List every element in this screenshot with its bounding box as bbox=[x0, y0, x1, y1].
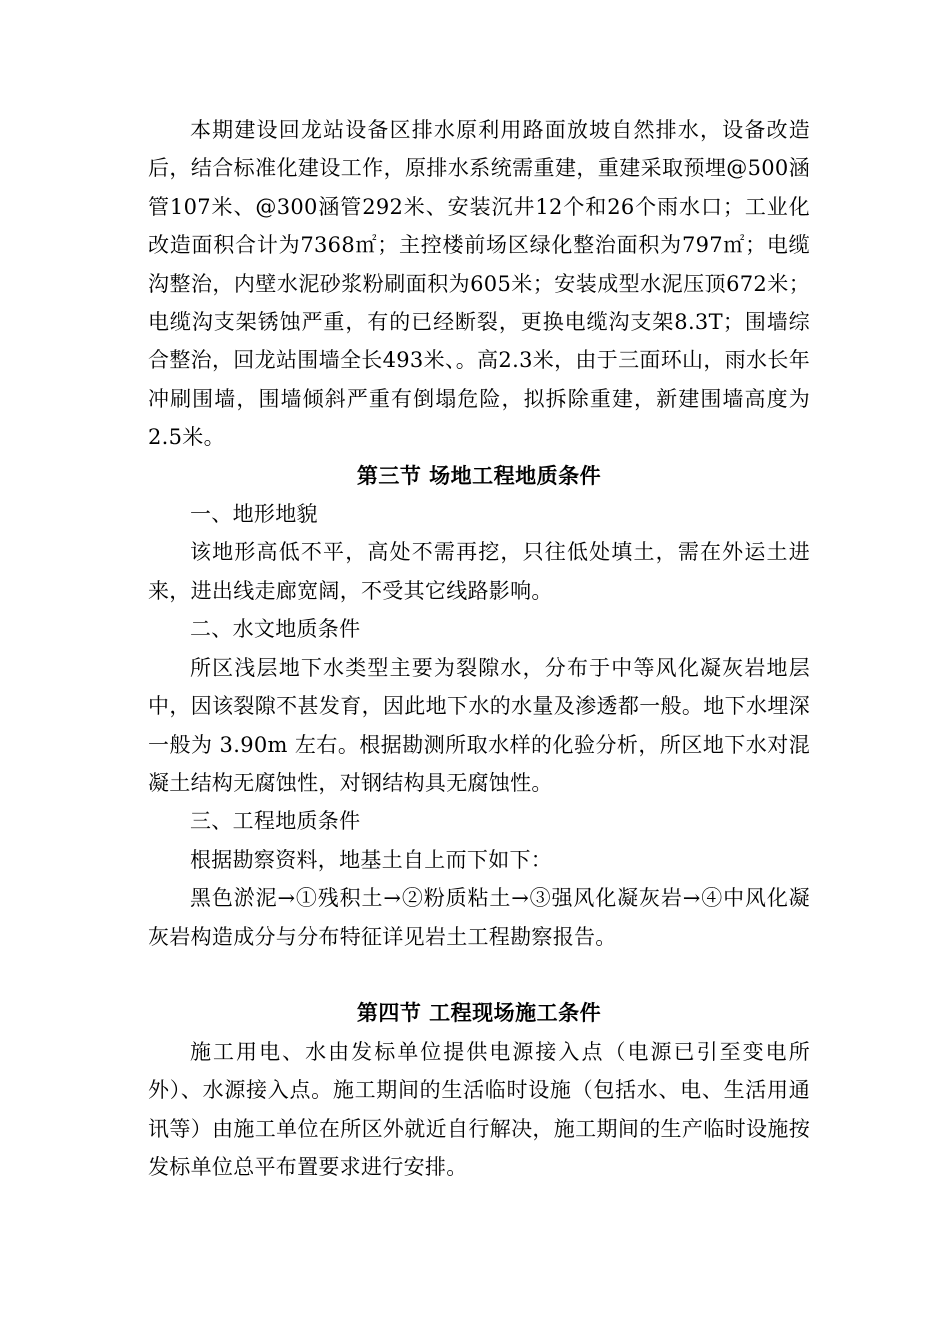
subsection-1-text: 该地形高低不平，高处不需再挖，只往低处填土，需在外运土进来，进出线走廊宽阔，不受其它线路影响。 bbox=[148, 540, 810, 603]
drainage-paragraph: 本期建设回龙站设备区排水原利用路面放坡自然排水，设备改造后，结合标准化建设工作，原排水系统需重建，重建采取预埋@500涵管107米、@300涵管292米、安装沉井12个和26个雨水口；工业化改造面积合计为7368㎡；主控楼前场区绿化整治面积为797㎡；电缆沟整治，内壁水泥砂浆粉刷面积为605米；安装成型水泥压顶672米；电缆沟支架锈蚀严重，有的已经断裂，更换电缆沟支架8.3T；围墙综合整治，回龙站围墙全长493米、。高2.3米，由于三面环山，雨水长年冲刷围墙，围墙倾斜严重有倒塌危险，拟拆除重建，新建围墙高度为2.5米。 bbox=[148, 118, 810, 450]
section-3-title: 第三节 场地工程地质条件 bbox=[356, 462, 602, 488]
blank-line bbox=[148, 956, 810, 994]
section-4-text: 施工用电、水由发标单位提供电源接入点（电源已引至变电所外）、水源接入点。施工期间的生活临时设施（包括水、电、生活用通讯等）由施工单位在所区外就近自行解决，施工期间的生产临时设施按发标单位总平布置要求进行安排。 bbox=[148, 1039, 810, 1179]
section-4-title: 第四节 工程现场施工条件 bbox=[356, 1000, 602, 1026]
subsection-1-title: 一、地形地貌 bbox=[190, 502, 318, 527]
subsection-3-title: 三、工程地质条件 bbox=[190, 809, 361, 834]
document-body bbox=[148, 111, 810, 1186]
subsection-3-text-1: 根据勘察资料，地基土自上而下如下： bbox=[190, 847, 553, 872]
subsection-2-title: 二、水文地质条件 bbox=[190, 617, 361, 642]
subsection-2-text: 所区浅层地下水类型主要为裂隙水，分布于中等风化凝灰岩地层中，因该裂隙不甚发育，因此地下水的水量及渗透都一般。地下水埋深一般为 3.90m 左右。根据勘测所取水样的化验分析，所区地下水对混凝土结构无腐蚀性，对钢结构具无腐蚀性。 bbox=[148, 655, 810, 795]
subsection-3-text-2: 黑色淤泥→①残积土→②粉质粘土→③强风化凝灰岩→④中风化凝灰岩构造成分与分布特征详见岩土工程勘察报告。 bbox=[148, 886, 810, 949]
